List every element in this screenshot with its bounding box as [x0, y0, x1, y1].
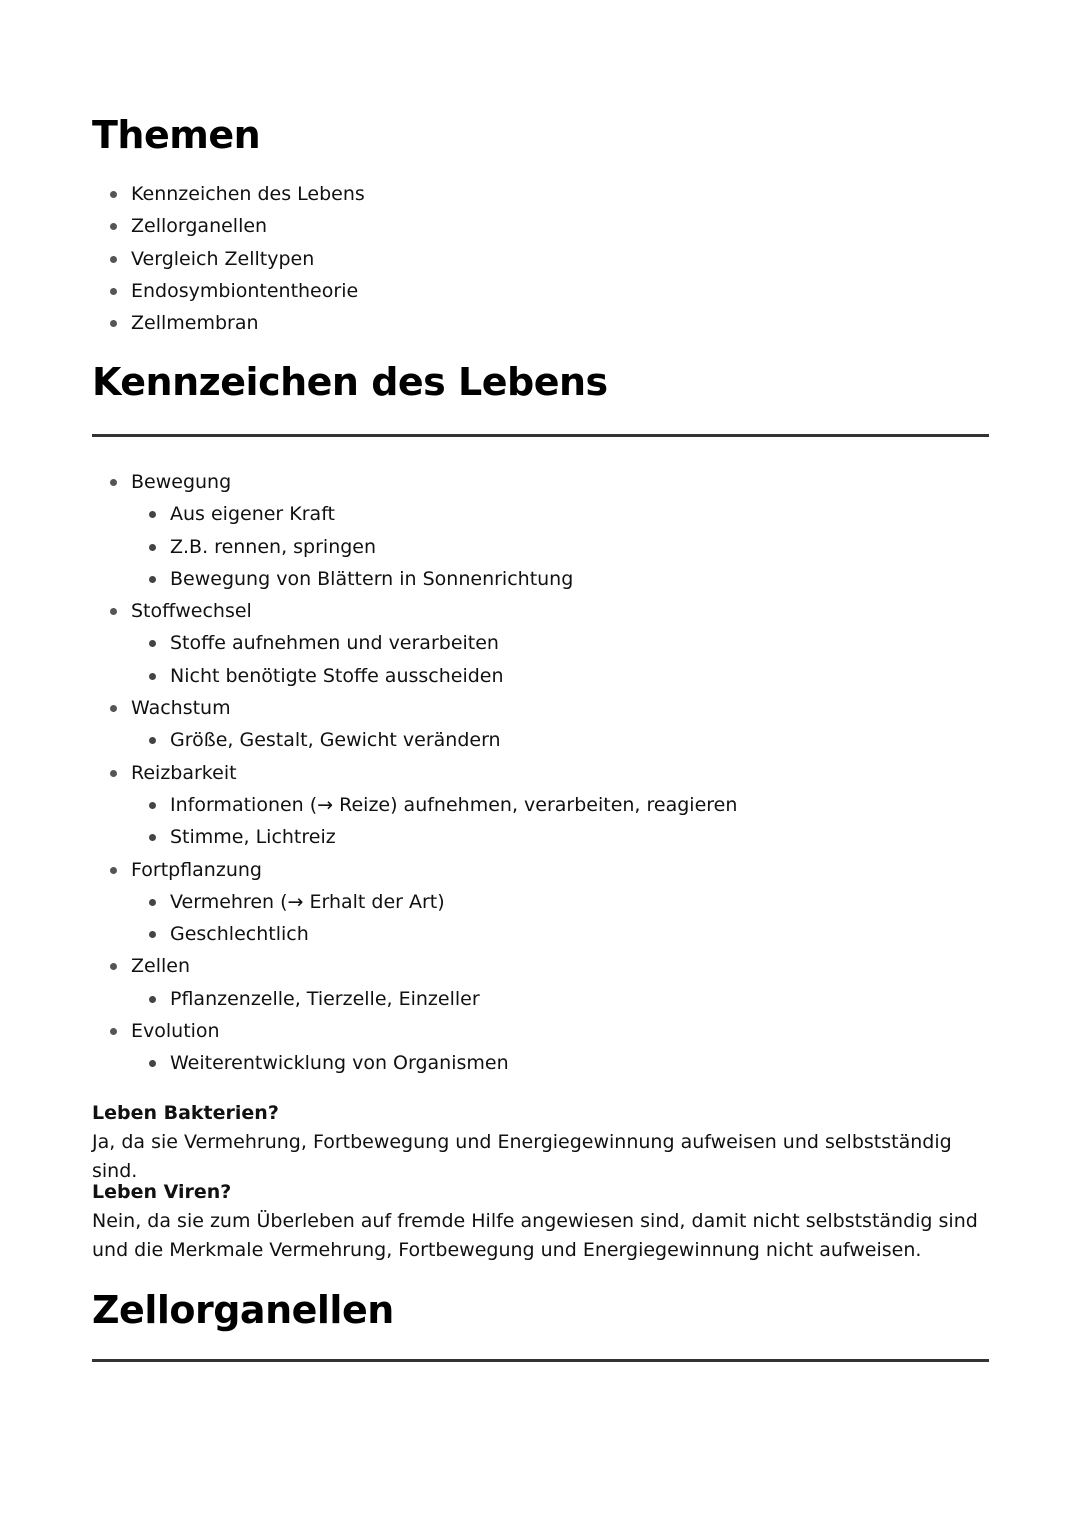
- heading-zellorganellen: Zellorganellen: [92, 1288, 394, 1332]
- sub-list-item: Aus eigener Kraft: [131, 498, 737, 530]
- sub-list: [131, 983, 737, 1015]
- answer-bakterien: Ja, da sie Vermehrung, Fortbewegung und Energiegewinnung aufweisen und selbstständig sind.: [92, 1131, 952, 1182]
- qa-bakterien: [92, 1099, 989, 1186]
- qa-viren: [92, 1178, 989, 1265]
- section-divider: [92, 434, 989, 437]
- sub-list: [131, 1047, 737, 1079]
- sub-list-item: Z.B. rennen, springen: [131, 531, 737, 563]
- list-item: Wachstum Größe, Gestalt, Gewicht verändern: [92, 692, 737, 757]
- sub-list-item: Pflanzenzelle, Tierzelle, Einzeller: [131, 983, 737, 1015]
- list-item: Endosymbiontentheorie: [92, 275, 365, 307]
- list-item: Zellmembran: [92, 307, 365, 339]
- sub-list-item: Vermehren (→ Erhalt der Art): [131, 886, 737, 918]
- heading-kennzeichen: Kennzeichen des Lebens: [92, 360, 608, 404]
- question-bakterien: Leben Bakterien?: [92, 1102, 279, 1124]
- sub-list-item: Geschlechtlich: [131, 918, 737, 950]
- sub-list-item: Bewegung von Blättern in Sonnenrichtung: [131, 563, 737, 595]
- list-item: Evolution Weiterentwicklung von Organismen: [92, 1015, 737, 1080]
- kennzeichen-list: [92, 466, 737, 1080]
- section-divider: [92, 1359, 989, 1362]
- list-item: Fortpflanzung Vermehren (→ Erhalt der Art) Geschlechtlich: [92, 854, 737, 951]
- sub-list: [131, 724, 737, 756]
- answer-viren: Nein, da sie zum Überleben auf fremde Hilfe angewiesen sind, damit nicht selbstständig sind und die Merkmale Vermehrung, Fortbewegung und Energiegewinnung nicht aufweisen.: [92, 1210, 978, 1261]
- sub-list-item: Weiterentwicklung von Organismen: [131, 1047, 737, 1079]
- sub-list-item: Größe, Gestalt, Gewicht verändern: [131, 724, 737, 756]
- list-item: Reizbarkeit Informationen (→ Reize) aufnehmen, verarbeiten, reagieren Stimme, Lichtreiz: [92, 757, 737, 854]
- themen-list: [92, 178, 365, 339]
- list-item: Vergleich Zelltypen: [92, 243, 365, 275]
- heading-themen: Themen: [92, 113, 261, 157]
- list-item: Zellorganellen: [92, 210, 365, 242]
- question-viren: Leben Viren?: [92, 1181, 232, 1203]
- list-item: Kennzeichen des Lebens: [92, 178, 365, 210]
- sub-list-item: Nicht benötigte Stoffe ausscheiden: [131, 660, 737, 692]
- sub-list: [131, 627, 737, 692]
- sub-list-item: Stimme, Lichtreiz: [131, 821, 737, 853]
- list-item: Zellen Pflanzenzelle, Tierzelle, Einzeller: [92, 950, 737, 1015]
- sub-list-item: Informationen (→ Reize) aufnehmen, verarbeiten, reagieren: [131, 789, 737, 821]
- list-item: Bewegung Aus eigener Kraft Z.B. rennen, springen Bewegung von Blättern in Sonnenrichtung: [92, 466, 737, 595]
- sub-list: [131, 498, 737, 595]
- sub-list: [131, 886, 737, 951]
- list-item: Stoffwechsel Stoffe aufnehmen und verarbeiten Nicht benötigte Stoffe ausscheiden: [92, 595, 737, 692]
- sub-list-item: Stoffe aufnehmen und verarbeiten: [131, 627, 737, 659]
- sub-list: [131, 789, 737, 854]
